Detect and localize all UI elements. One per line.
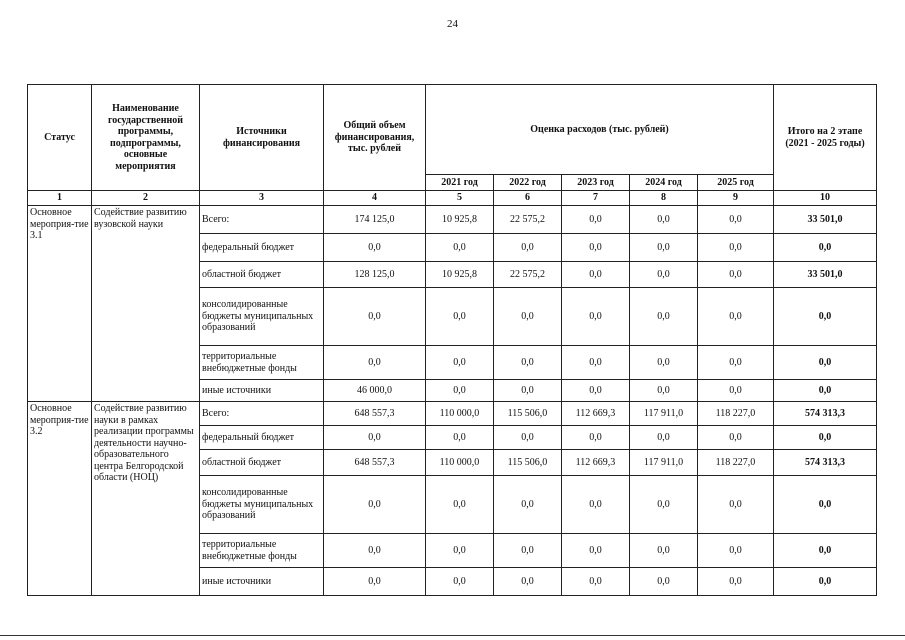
stage-total-cell: 0,0 xyxy=(774,476,877,534)
total-volume-cell: 46 000,0 xyxy=(324,380,426,402)
stage-total-cell: 33 501,0 xyxy=(774,206,877,234)
page-bottom-divider xyxy=(0,635,905,636)
total-volume-cell: 0,0 xyxy=(324,476,426,534)
year-2022-cell: 0,0 xyxy=(494,288,562,346)
year-2024-cell: 0,0 xyxy=(630,206,698,234)
year-2022-cell: 22 575,2 xyxy=(494,262,562,288)
financing-table xyxy=(27,84,877,596)
stage-total-cell: 0,0 xyxy=(774,346,877,380)
column-number: 7 xyxy=(562,191,630,206)
source-cell: Всего: xyxy=(200,206,324,234)
year-2023-cell: 0,0 xyxy=(562,262,630,288)
year-2023-cell: 0,0 xyxy=(562,288,630,346)
header-year-2023: 2023 год xyxy=(562,175,630,191)
year-2024-cell: 0,0 xyxy=(630,476,698,534)
source-cell: Всего: xyxy=(200,402,324,426)
year-2022-cell: 115 506,0 xyxy=(494,402,562,426)
year-2021-cell: 0,0 xyxy=(426,534,494,568)
stage-total-cell: 0,0 xyxy=(774,380,877,402)
total-volume-cell: 0,0 xyxy=(324,568,426,596)
header-total-volume: Общий объем финансирования, тыс. рублей xyxy=(324,85,426,191)
year-2023-cell: 0,0 xyxy=(562,346,630,380)
total-volume-cell: 0,0 xyxy=(324,234,426,262)
year-2025-cell: 0,0 xyxy=(698,534,774,568)
header-year-2024: 2024 год xyxy=(630,175,698,191)
header-year-2021: 2021 год xyxy=(426,175,494,191)
year-2022-cell: 0,0 xyxy=(494,534,562,568)
year-2025-cell: 0,0 xyxy=(698,476,774,534)
column-number-row xyxy=(28,191,877,206)
year-2025-cell: 0,0 xyxy=(698,568,774,596)
year-2022-cell: 0,0 xyxy=(494,568,562,596)
year-2025-cell: 118 227,0 xyxy=(698,402,774,426)
header-year-2025: 2025 год xyxy=(698,175,774,191)
source-cell: территориальные внебюджетные фонды xyxy=(200,346,324,380)
year-2024-cell: 0,0 xyxy=(630,534,698,568)
source-cell: федеральный бюджет xyxy=(200,426,324,450)
stage-total-cell: 0,0 xyxy=(774,426,877,450)
year-2024-cell: 0,0 xyxy=(630,288,698,346)
year-2024-cell: 0,0 xyxy=(630,426,698,450)
status-cell: Основное мероприя-тие 3.2 xyxy=(28,402,92,596)
year-2023-cell: 0,0 xyxy=(562,380,630,402)
year-2023-cell: 0,0 xyxy=(562,206,630,234)
header-year-2022: 2022 год xyxy=(494,175,562,191)
year-2024-cell: 117 911,0 xyxy=(630,450,698,476)
column-number: 1 xyxy=(28,191,92,206)
column-number: 4 xyxy=(324,191,426,206)
source-cell: федеральный бюджет xyxy=(200,234,324,262)
total-volume-cell: 648 557,3 xyxy=(324,402,426,426)
measure-name-cell: Содействие развитию вузовской науки xyxy=(92,206,200,402)
year-2022-cell: 0,0 xyxy=(494,380,562,402)
table-row xyxy=(28,402,877,426)
source-cell: иные источники xyxy=(200,568,324,596)
source-cell: областной бюджет xyxy=(200,262,324,288)
year-2021-cell: 0,0 xyxy=(426,288,494,346)
year-2025-cell: 0,0 xyxy=(698,206,774,234)
year-2021-cell: 10 925,8 xyxy=(426,206,494,234)
year-2024-cell: 0,0 xyxy=(630,262,698,288)
year-2021-cell: 0,0 xyxy=(426,380,494,402)
year-2021-cell: 0,0 xyxy=(426,476,494,534)
year-2021-cell: 10 925,8 xyxy=(426,262,494,288)
column-number: 6 xyxy=(494,191,562,206)
source-cell: территориальные внебюджетные фонды xyxy=(200,534,324,568)
year-2021-cell: 110 000,0 xyxy=(426,450,494,476)
year-2024-cell: 0,0 xyxy=(630,380,698,402)
total-volume-cell: 174 125,0 xyxy=(324,206,426,234)
column-number: 3 xyxy=(200,191,324,206)
year-2022-cell: 0,0 xyxy=(494,234,562,262)
source-cell: консолидированные бюджеты муниципальных образований xyxy=(200,476,324,534)
header-stage-total: Итого на 2 этапе (2021 - 2025 годы) xyxy=(774,85,877,191)
stage-total-cell: 0,0 xyxy=(774,288,877,346)
column-number: 9 xyxy=(698,191,774,206)
total-volume-cell: 0,0 xyxy=(324,534,426,568)
year-2025-cell: 0,0 xyxy=(698,288,774,346)
stage-total-cell: 33 501,0 xyxy=(774,262,877,288)
year-2023-cell: 112 669,3 xyxy=(562,450,630,476)
year-2022-cell: 0,0 xyxy=(494,426,562,450)
year-2024-cell: 0,0 xyxy=(630,568,698,596)
year-2021-cell: 0,0 xyxy=(426,426,494,450)
source-cell: консолидированные бюджеты муниципальных образований xyxy=(200,288,324,346)
header-status: Статус xyxy=(28,85,92,191)
stage-total-cell: 0,0 xyxy=(774,568,877,596)
total-volume-cell: 0,0 xyxy=(324,426,426,450)
source-cell: областной бюджет xyxy=(200,450,324,476)
year-2021-cell: 0,0 xyxy=(426,346,494,380)
year-2023-cell: 0,0 xyxy=(562,234,630,262)
status-cell: Основное мероприя-тие 3.1 xyxy=(28,206,92,402)
year-2023-cell: 0,0 xyxy=(562,476,630,534)
source-cell: иные источники xyxy=(200,380,324,402)
stage-total-cell: 574 313,3 xyxy=(774,402,877,426)
year-2024-cell: 0,0 xyxy=(630,234,698,262)
year-2025-cell: 0,0 xyxy=(698,262,774,288)
header-source: Источники финансирования xyxy=(200,85,324,191)
total-volume-cell: 0,0 xyxy=(324,346,426,380)
year-2025-cell: 0,0 xyxy=(698,426,774,450)
year-2023-cell: 0,0 xyxy=(562,534,630,568)
header-name: Наименование государственной программы, подпрограммы, основные мероприятия xyxy=(92,85,200,191)
year-2023-cell: 112 669,3 xyxy=(562,402,630,426)
year-2023-cell: 0,0 xyxy=(562,568,630,596)
column-number: 5 xyxy=(426,191,494,206)
column-number: 8 xyxy=(630,191,698,206)
total-volume-cell: 0,0 xyxy=(324,288,426,346)
table-row xyxy=(28,206,877,234)
year-2024-cell: 117 911,0 xyxy=(630,402,698,426)
year-2025-cell: 0,0 xyxy=(698,234,774,262)
stage-total-cell: 0,0 xyxy=(774,234,877,262)
year-2023-cell: 0,0 xyxy=(562,426,630,450)
total-volume-cell: 648 557,3 xyxy=(324,450,426,476)
measure-name-cell: Содействие развитию науки в рамках реализации программы деятельности научно-образовательного центра Белгородской области (НОЦ) xyxy=(92,402,200,596)
year-2021-cell: 0,0 xyxy=(426,234,494,262)
year-2024-cell: 0,0 xyxy=(630,346,698,380)
stage-total-cell: 574 313,3 xyxy=(774,450,877,476)
stage-total-cell: 0,0 xyxy=(774,534,877,568)
year-2022-cell: 0,0 xyxy=(494,346,562,380)
column-number: 2 xyxy=(92,191,200,206)
header-estimate: Оценка расходов (тыс. рублей) xyxy=(426,85,774,175)
year-2025-cell: 118 227,0 xyxy=(698,450,774,476)
year-2025-cell: 0,0 xyxy=(698,346,774,380)
year-2022-cell: 0,0 xyxy=(494,476,562,534)
year-2021-cell: 0,0 xyxy=(426,568,494,596)
year-2022-cell: 22 575,2 xyxy=(494,206,562,234)
total-volume-cell: 128 125,0 xyxy=(324,262,426,288)
year-2025-cell: 0,0 xyxy=(698,380,774,402)
page-number: 24 xyxy=(447,18,458,30)
column-number: 10 xyxy=(774,191,877,206)
year-2022-cell: 115 506,0 xyxy=(494,450,562,476)
year-2021-cell: 110 000,0 xyxy=(426,402,494,426)
